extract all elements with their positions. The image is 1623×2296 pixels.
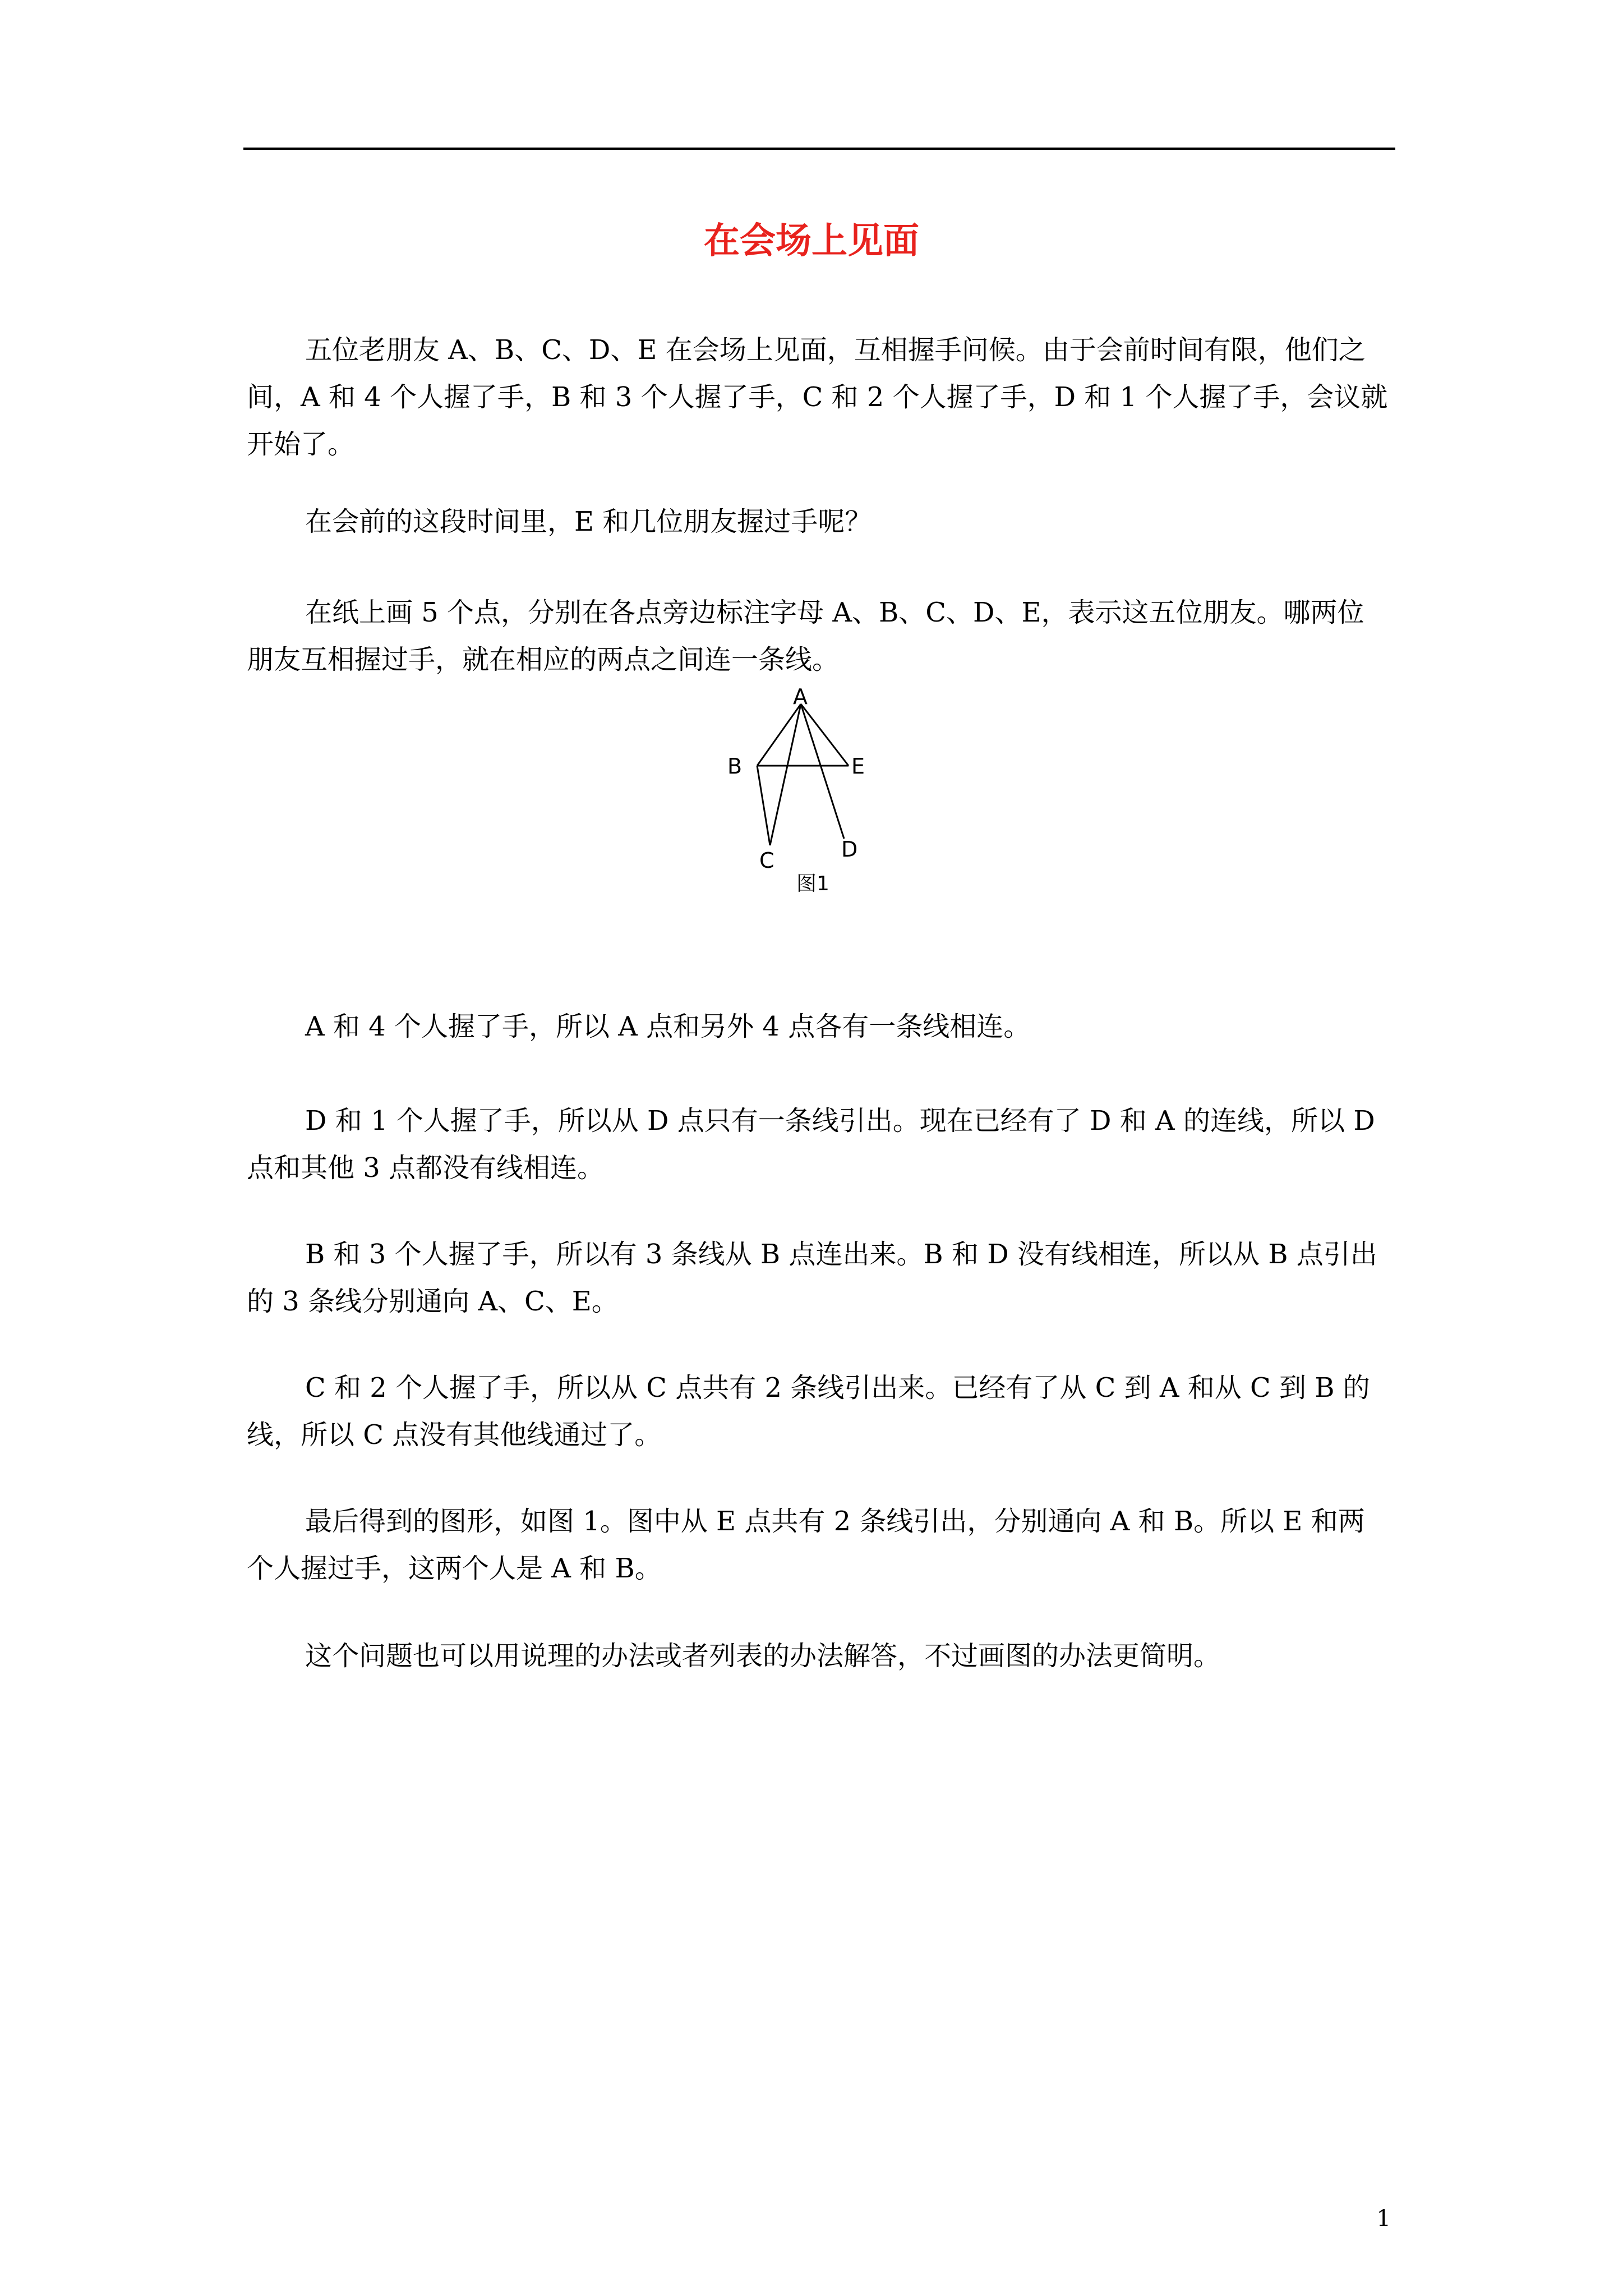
node-label-d: D — [841, 837, 858, 862]
node-label-e: E — [851, 754, 865, 779]
header-rule — [243, 148, 1395, 150]
paragraph-step-b: B 和 3 个人握了手，所以有 3 条线从 B 点连出来。B 和 D 没有线相连，所以从 B 点引出的 3 条线分别通向 A、C、E。 — [247, 1239, 1377, 1317]
node-label-c: C — [759, 848, 774, 873]
document-title: 在会场上见面 — [704, 220, 919, 262]
paragraph-problem: 五位老朋友 A、B、C、D、E 在会场上见面，互相握手问候。由于会前时间有限，他们之间，A 和 4 个人握了手，B 和 3 个人握了手，C 和 2 个人握了手，D 和 1 个人握了手，会议就开始了。 — [247, 334, 1388, 460]
edge-a-d — [801, 704, 844, 839]
paragraph-step-d: D 和 1 个人握了手，所以从 D 点只有一条线引出。现在已经有了 D 和 A 的连线，所以 D 点和其他 3 点都没有线相连。 — [247, 1105, 1375, 1184]
paragraph-step-c: C 和 2 个人握了手，所以从 C 点共有 2 条线引出来。已经有了从 C 到 A 和从 C 到 B 的线，所以 C 点没有其他线通过了。 — [247, 1372, 1370, 1451]
paragraph-method: 在纸上画 5 个点，分别在各点旁边标注字母 A、B、C、D、E，表示这五位朋友。哪两位朋友互相握过手，就在相应的两点之间连一条线。 — [247, 597, 1364, 675]
paragraph-question: 在会前的这段时间里，E 和几位朋友握过手呢？ — [305, 506, 872, 537]
node-label-b: B — [727, 754, 743, 779]
edge-b-c — [757, 766, 770, 845]
edge-a-e — [801, 704, 849, 766]
handshake-graph — [718, 687, 909, 900]
page-number: 1 — [1376, 2206, 1391, 2231]
node-label-a: A — [793, 687, 808, 709]
paragraph-step-a: A 和 4 个人握了手，所以 A 点和另外 4 点各有一条线相连。 — [305, 1011, 1031, 1042]
paragraph-conclusion: 最后得到的图形，如图 1。图中从 E 点共有 2 条线引出，分别通向 A 和 B。所以 E 和两个人握过手，这两个人是 A 和 B。 — [247, 1506, 1365, 1584]
handshake-graph-figure — [718, 687, 909, 900]
paragraph-note: 这个问题也可以用说理的办法或者列表的办法解答，不过画图的办法更简明。 — [305, 1640, 1221, 1672]
figure-caption: 图1 — [796, 872, 829, 895]
